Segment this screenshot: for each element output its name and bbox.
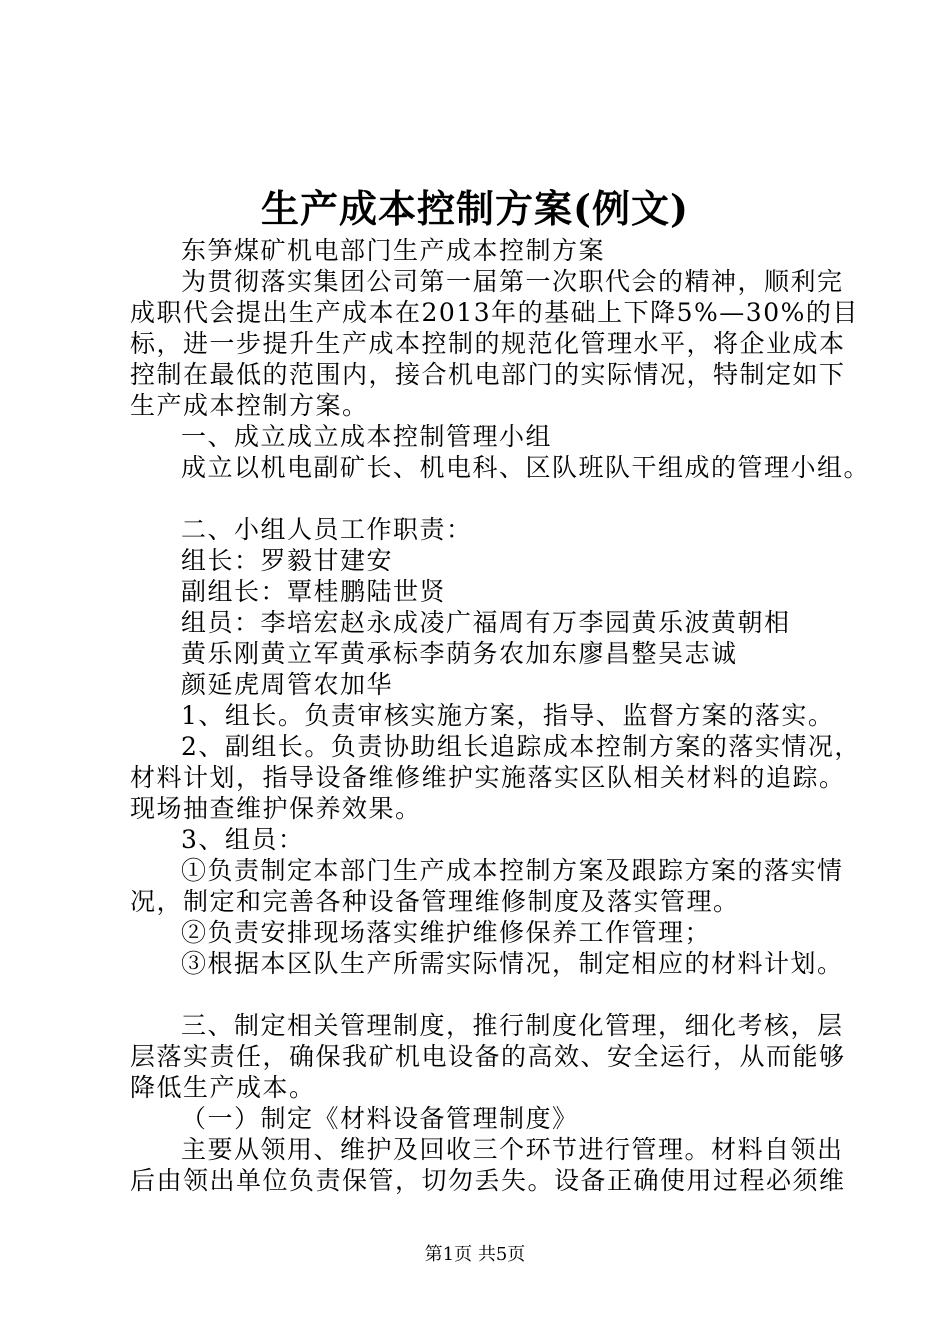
text-line: 降低生产成本。 (130, 1073, 316, 1102)
text-line: 生产成本控制方案。 (130, 391, 369, 420)
text-line: 2、副组长。负责协助组长追踪成本控制方案的落实情况， (181, 732, 861, 761)
text-line: 层落实责任，确保我矿机电设备的高效、安全运行，从而能够 (130, 1042, 846, 1071)
text-line: 3、组员： (181, 825, 305, 854)
document-title: 生产成本控制方案(例文) (261, 186, 689, 231)
text-line: 现场抽查维护保养效果。 (130, 794, 422, 823)
text-line: 为贯彻落实集团公司第一届第一次职代会的精神，顺利完 (181, 267, 844, 296)
text-line: 1、组长。负责审核实施方案，指导、监督方案的落实。 (181, 701, 835, 730)
text-line: 三、制定相关管理制度，推行制度化管理，细化考核，层 (181, 1011, 844, 1040)
text-line: 成职代会提出生产成本在2013年的基础上下降5%—30%的目 (130, 298, 859, 327)
document-body (130, 235, 871, 1196)
text-line: 二、小组人员工作职责： (181, 515, 473, 544)
text-line: ②负责安排现场落实维护维修保养工作管理； (181, 918, 712, 947)
text-line: 控制在最低的范围内，接合机电部门的实际情况，特制定如下 (130, 360, 846, 389)
text-line: 组员：李培宏赵永成凌广福周有万李园黄乐波黄朝相 (181, 608, 791, 637)
text-line: ③根据本区队生产所需实际情况，制定相应的材料计划。 (181, 949, 844, 978)
text-line: 东笋煤矿机电部门生产成本控制方案 (181, 236, 606, 265)
text-line: 颜延虎周管农加华 (181, 670, 394, 699)
text-line: （一）制定《材料设备管理制度》 (181, 1104, 579, 1133)
page-footer: 第1页 共5页 (424, 1244, 526, 1265)
text-line: 一、成立成立成本控制管理小组 (181, 422, 553, 451)
text-line: 况，制定和完善各种设备管理维修制度及落实管理。 (130, 887, 740, 916)
blank-line (130, 979, 835, 1010)
text-line: 副组长：覃桂鹏陆世贤 (181, 577, 447, 606)
text-line: 成立以机电副矿长、机电科、区队班队干组成的管理小组。 (181, 453, 871, 482)
text-line: 黄乐刚黄立军黄承标李荫务农加东廖昌整吴志诚 (181, 639, 738, 668)
blank-line (130, 483, 835, 514)
text-line: 组长：罗毅甘建安 (181, 546, 394, 575)
text-line: 后由领出单位负责保管，切勿丢失。设备正确使用过程必须维 (130, 1166, 846, 1195)
text-line: 材料计划，指导设备维修维护实施落实区队相关材料的追踪。 (130, 763, 846, 792)
text-line: 主要从领用、维护及回收三个环节进行管理。材料自领出 (181, 1135, 844, 1164)
text-line: 标，进一步提升生产成本控制的规范化管理水平，将企业成本 (130, 329, 846, 358)
text-line: ①负责制定本部门生产成本控制方案及跟踪方案的落实情 (181, 856, 844, 885)
